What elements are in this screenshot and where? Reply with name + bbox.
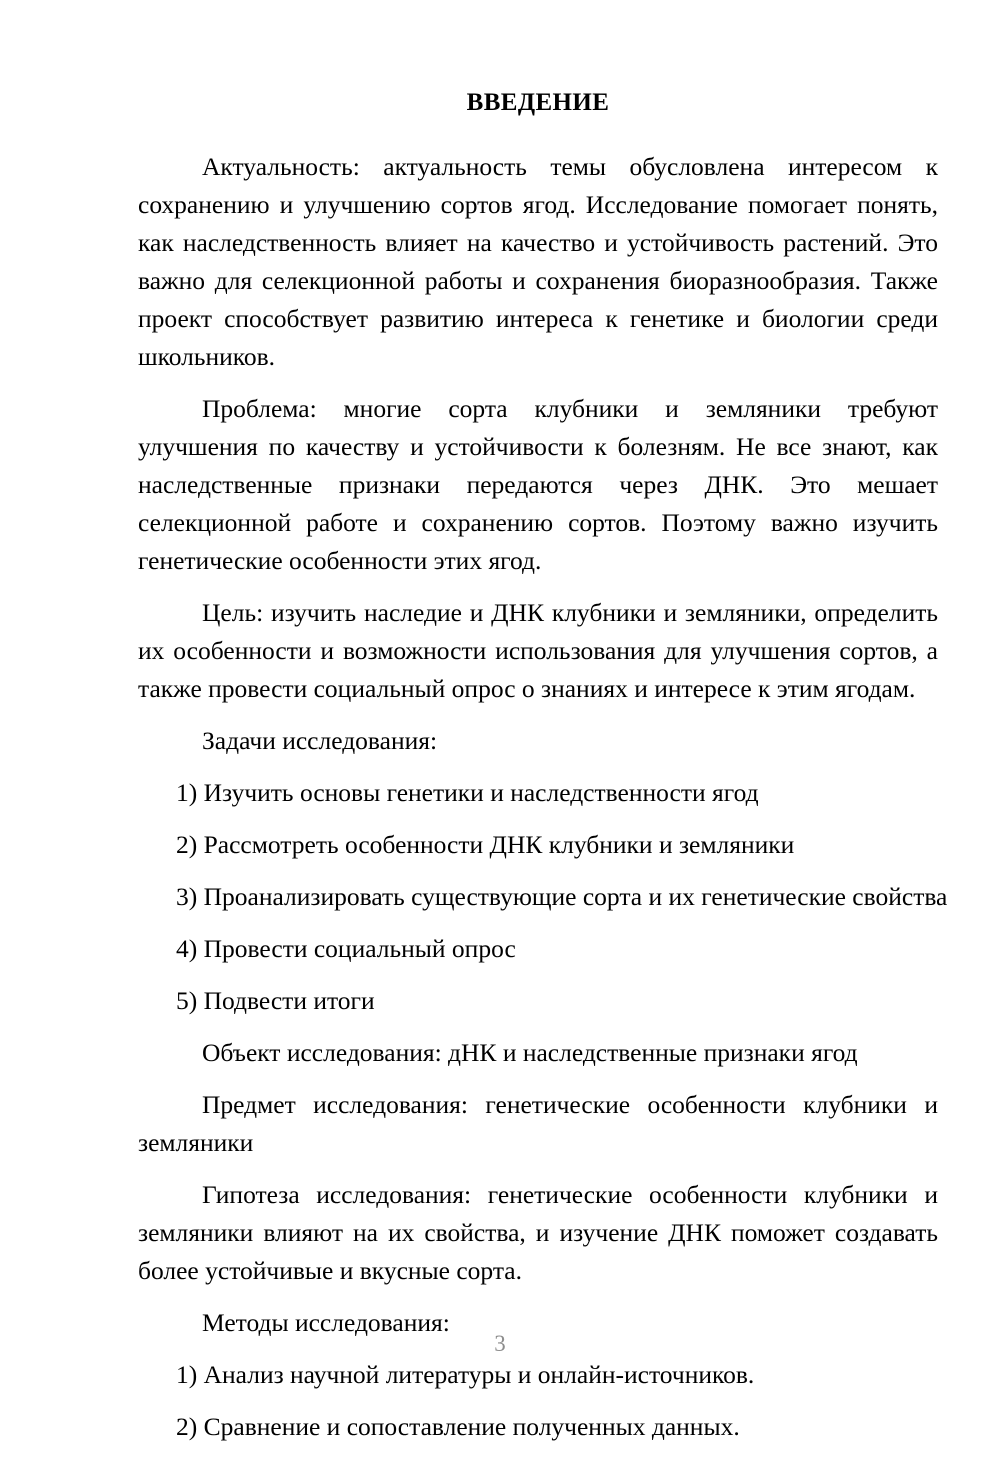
paragraph-hypothesis: Гипотеза исследования: генетические особенности клубники и земляники влияют на их свойства, и изучение ДНК поможет создавать более устойчивые и вкусные сорта. bbox=[138, 1180, 938, 1285]
list-item: 2) Рассмотреть особенности ДНК клубники и земляники bbox=[176, 830, 795, 859]
tasks-list bbox=[138, 774, 948, 1020]
list-item: 1) Анализ научной литературы и онлайн-источников. bbox=[176, 1360, 755, 1389]
list-item: 5) Подвести итоги bbox=[176, 986, 375, 1015]
list-item: 1) Изучить основы генетики и наследственности ягод bbox=[176, 778, 759, 807]
heading-tasks: Задачи исследования: bbox=[202, 726, 438, 755]
list-item: 4) Провести социальный опрос bbox=[176, 934, 516, 963]
paragraph-object: Объект исследования: дНК и наследственные признаки ягод bbox=[202, 1038, 858, 1067]
heading-methods: Методы исследования: bbox=[202, 1308, 450, 1337]
list-item: 2) Сравнение и сопоставление полученных данных. bbox=[176, 1412, 740, 1441]
paragraph-relevance: Актуальность: актуальность темы обусловлена интересом к сохранению и улучшению сортов ягод. Исследование помогает понять, как наследственность влияет на качество и устойчивость растений. Это важно для селекционной работы и сохранения биоразнообразия. Также проект способствует развитию интереса к генетике и биологии среди школьников. bbox=[138, 152, 938, 371]
page-title: ВВЕДЕНИЕ bbox=[466, 89, 610, 116]
paragraph-goal: Цель: изучить наследие и ДНК клубники и земляники, определить их особенности и возможности использования для улучшения сортов, а также провести социальный опрос о знаниях и интересе к этим ягодам. bbox=[138, 598, 938, 703]
paragraph-problem: Проблема: многие сорта клубники и земляники требуют улучшения по качеству и устойчивости к болезням. Не все знают, как наследственные признаки передаются через ДНК. Это мешает селекционной работе и сохранению сортов. Поэтому важно изучить генетические особенности этих ягод. bbox=[138, 394, 938, 575]
list-item: 3) Проанализировать существующие сорта и их генетические свойства bbox=[176, 882, 948, 911]
methods-list bbox=[138, 1356, 938, 1446]
page-content bbox=[138, 88, 948, 1460]
paragraph-subject: Предмет исследования: генетические особенности клубники и земляники bbox=[138, 1090, 938, 1157]
page-number: 3 bbox=[494, 1331, 506, 1356]
